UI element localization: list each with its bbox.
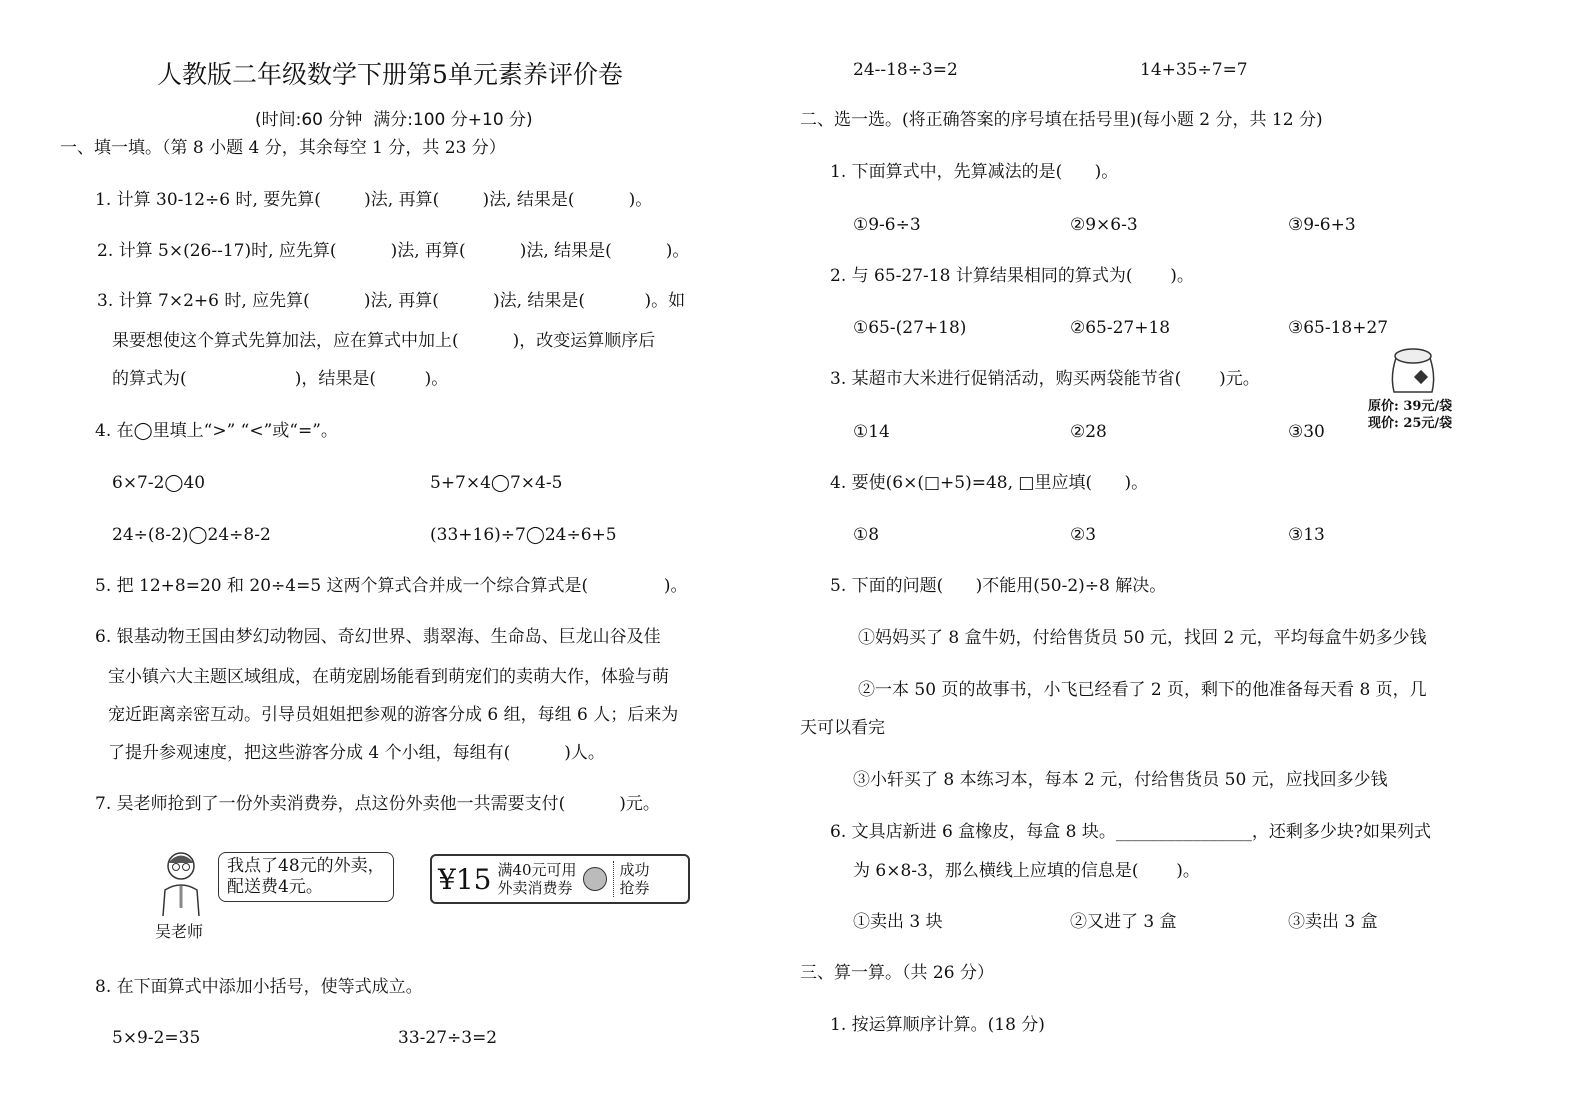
compare-item: 6×7-2◯40 bbox=[112, 473, 206, 493]
option: ③小轩买了 8 本练习本，每本 2 元，付给售货员 50 元，应找回多少钱 bbox=[853, 770, 1388, 790]
option: ①8 bbox=[853, 525, 880, 545]
question-3-line: 果要想使这个算式先算加法，应在算式中加上( )，改变运算顺序后 bbox=[112, 331, 656, 351]
choice-question-3: 3. 某超市大米进行促销活动，购买两袋能节省( )元。 bbox=[830, 369, 1260, 389]
coupon-price: ¥15 bbox=[438, 862, 492, 896]
question-6: 6. 银基动物王国由梦幻动物园、奇幻世界、翡翠海、生命岛、巨龙山谷及佳 bbox=[95, 627, 661, 647]
question-6-line: 了提升参观速度，把这些游客分成 4 个小组，每组有( )人。 bbox=[108, 743, 605, 763]
option: ②3 bbox=[1070, 525, 1097, 545]
question-3-line: 的算式为( )，结果是( )。 bbox=[112, 369, 449, 389]
choice-question-6: 6. 文具店新进 6 盒橡皮，每盒 8 块。________________，还剩多少块?如果列式 bbox=[830, 822, 1431, 842]
delivery-coupon bbox=[430, 854, 690, 904]
option: ③30 bbox=[1288, 422, 1325, 442]
choice-question-1: 1. 下面算式中，先算减法的是( )。 bbox=[830, 162, 1119, 182]
choice-question-6-line: 为 6×8-3，那么横线上应填的信息是( )。 bbox=[853, 861, 1200, 881]
exam-info: (时间:60 分钟 满分:100 分+10 分) bbox=[255, 110, 533, 130]
option: ③13 bbox=[1288, 525, 1325, 545]
question-8: 8. 在下面算式中添加小括号，使等式成立。 bbox=[95, 977, 423, 997]
option: ①65-(27+18) bbox=[853, 318, 967, 338]
option: ①9-6÷3 bbox=[853, 215, 921, 235]
question-5: 5. 把 12+8=20 和 20÷4=5 这两个算式合并成一个综合算式是( )。 bbox=[95, 576, 688, 596]
option: ①14 bbox=[853, 422, 890, 442]
rice-bag-icon bbox=[1388, 346, 1438, 396]
equation-item: 14+35÷7=7 bbox=[1140, 60, 1248, 80]
speech-bubble: 我点了48元的外卖， 配送费4元。 bbox=[218, 852, 394, 902]
compare-item: 5+7×4◯7×4-5 bbox=[430, 473, 563, 493]
teacher-illustration bbox=[155, 848, 211, 918]
original-price: 原价: 39元/袋 bbox=[1368, 399, 1453, 414]
section-3-heading: 三、算一算。（共 26 分） bbox=[800, 963, 994, 983]
option: ③65-18+27 bbox=[1288, 318, 1389, 338]
choice-question-2: 2. 与 65-27-18 计算结果相同的算式为( )。 bbox=[830, 266, 1194, 286]
equation-item: 24--18÷3=2 bbox=[853, 60, 958, 80]
compare-item: (33+16)÷7◯24÷6+5 bbox=[430, 525, 617, 545]
option: ①卖出 3 块 bbox=[853, 912, 943, 932]
question-6-line: 宠近距离亲密互动。引导员姐姐把参观的游客分成 6 组，每组 6 人；后来为 bbox=[108, 705, 679, 725]
option: ②一本 50 页的故事书，小飞已经看了 2 页，剩下的他准备每天看 8 页，几 bbox=[858, 680, 1427, 700]
option: ③卖出 3 盒 bbox=[1288, 912, 1378, 932]
coupon-desc: 满40元可用 外卖消费券 bbox=[497, 861, 577, 897]
current-price: 现价: 25元/袋 bbox=[1368, 416, 1453, 431]
question-1: 1. 计算 30-12÷6 时, 要先算( )法, 再算( )法, 结果是( )。 bbox=[95, 190, 653, 210]
question-4: 4. 在◯里填上“>” “<”或“=”。 bbox=[95, 421, 338, 441]
question-7: 7. 吴老师抢到了一份外卖消费券，点这份外卖他一共需要支付( )元。 bbox=[95, 794, 660, 814]
option: ②又进了 3 盒 bbox=[1070, 912, 1177, 932]
equation-item: 5×9-2=35 bbox=[112, 1028, 201, 1048]
choice-question-5: 5. 下面的问题( )不能用(50-2)÷8 解决。 bbox=[830, 576, 1167, 596]
option: ②9×6-3 bbox=[1070, 215, 1138, 235]
compare-item: 24÷(8-2)◯24÷8-2 bbox=[112, 525, 271, 545]
teacher-name: 吴老师 bbox=[155, 922, 204, 941]
question-3: 3. 计算 7×2+6 时, 应先算( )法, 再算( )法, 结果是( )。如 bbox=[97, 291, 686, 311]
equation-item: 33-27÷3=2 bbox=[398, 1028, 498, 1048]
page-title: 人教版二年级数学下册第5单元素养评价卷 bbox=[157, 60, 623, 89]
question-6-line: 宝小镇六大主题区域组成，在萌宠剧场能看到萌宠们的卖萌大作，体验与萌 bbox=[108, 667, 669, 687]
section-2-heading: 二、选一选。(将正确答案的序号填在括号里)(每小题 2 分，共 12 分) bbox=[800, 110, 1323, 130]
option: ②28 bbox=[1070, 422, 1107, 442]
option: ②65-27+18 bbox=[1070, 318, 1171, 338]
option: ①妈妈买了 8 盒牛奶，付给售货员 50 元，找回 2 元，平均每盒牛奶多少钱 bbox=[858, 628, 1427, 648]
coupon-stamp-icon bbox=[583, 867, 607, 891]
coupon-grab-label: 成功 抢券 bbox=[613, 861, 650, 897]
calc-question-1: 1. 按运算顺序计算。(18 分) bbox=[830, 1015, 1045, 1035]
option: ③9-6+3 bbox=[1288, 215, 1356, 235]
question-2: 2. 计算 5×(26--17)时, 应先算( )法, 再算( )法, 结果是( )。 bbox=[97, 241, 690, 261]
choice-question-4: 4. 要使(6×(□+5)=48, □里应填( )。 bbox=[830, 473, 1149, 493]
option-line: 天可以看完 bbox=[800, 718, 885, 738]
section-1-heading: 一、填一填。（第 8 小题 4 分，其余每空 1 分，共 23 分） bbox=[60, 138, 506, 158]
